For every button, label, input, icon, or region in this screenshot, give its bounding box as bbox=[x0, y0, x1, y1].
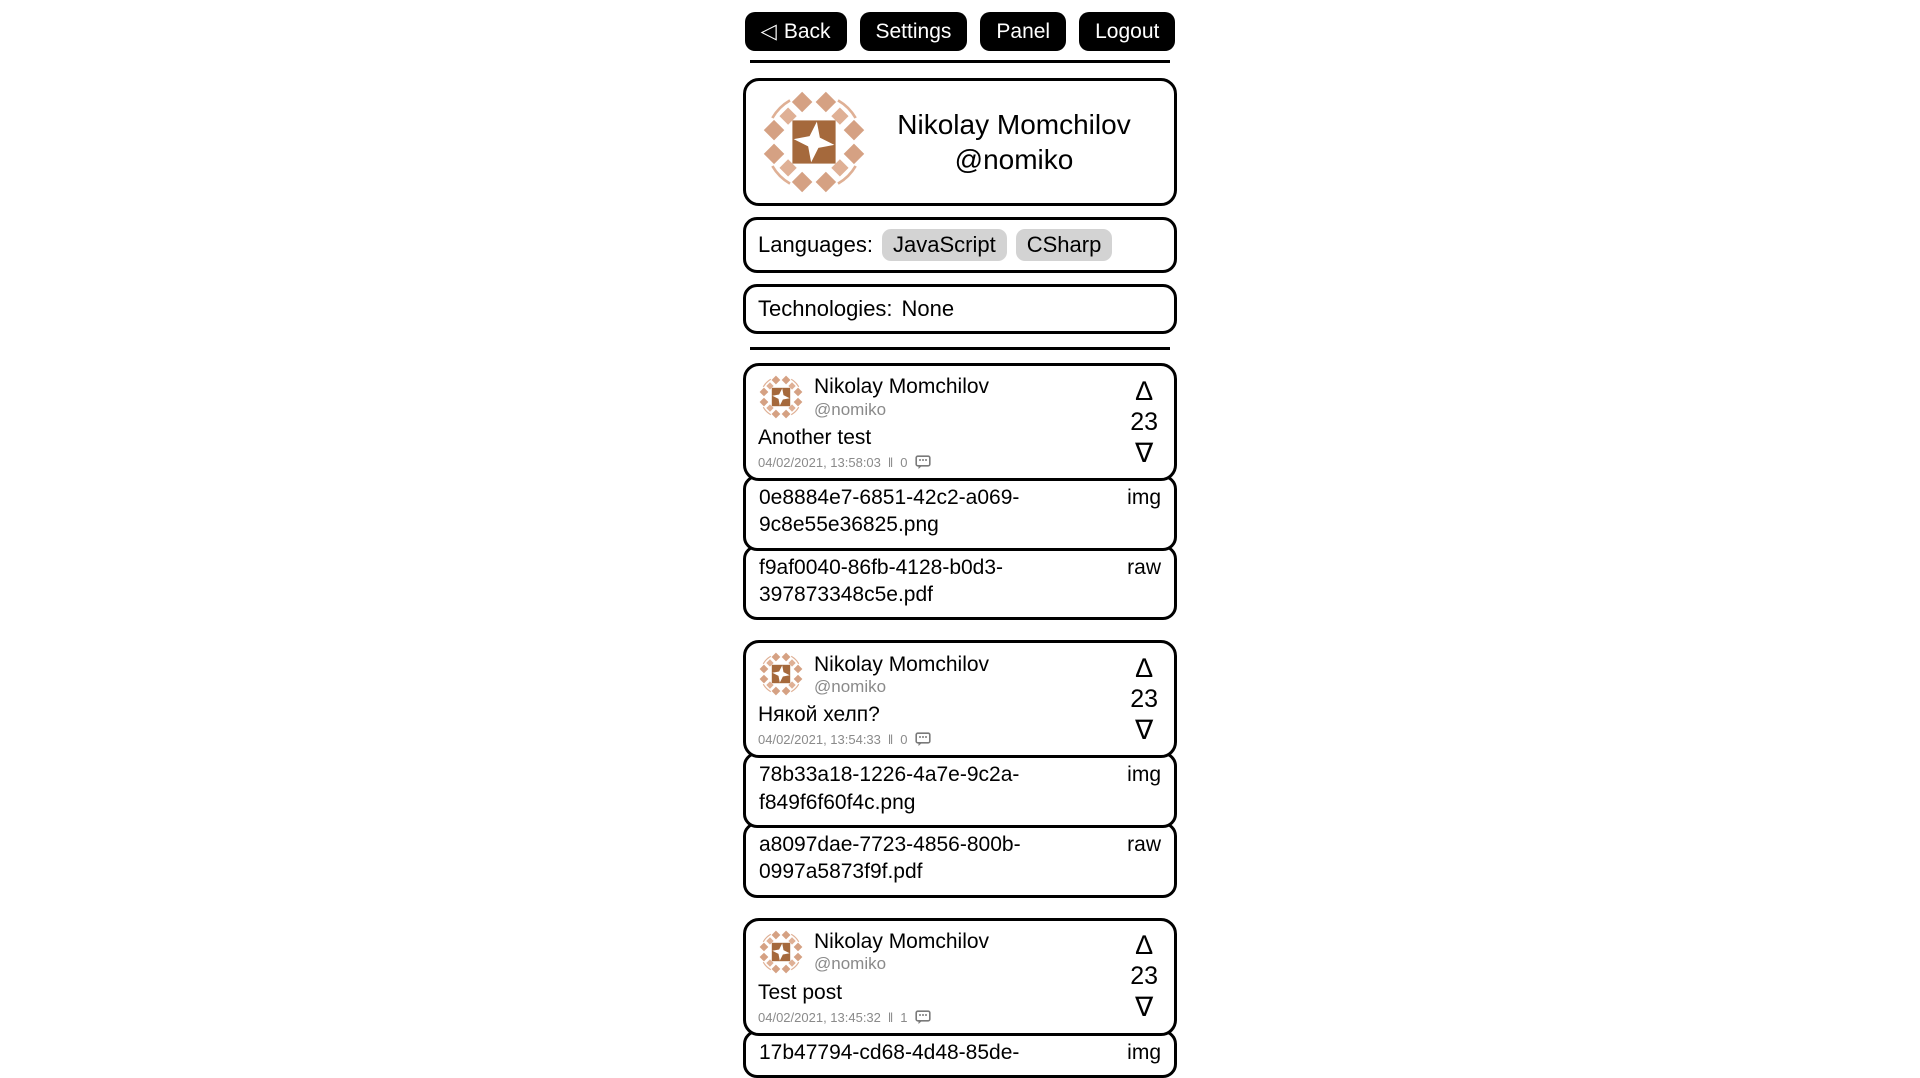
language-tag: CSharp bbox=[1016, 229, 1113, 261]
post-author: Nikolay Momchilov bbox=[814, 375, 990, 399]
attachment-kind: raw bbox=[1127, 555, 1161, 579]
attachment-row[interactable] bbox=[743, 1030, 1177, 1078]
logout-button[interactable]: Logout bbox=[1079, 12, 1175, 51]
post-card[interactable] bbox=[743, 640, 1177, 758]
post-group bbox=[743, 640, 1177, 897]
upvote-button[interactable]: ∆ bbox=[1135, 652, 1153, 683]
post-handle: @nomiko bbox=[814, 676, 887, 696]
post-header bbox=[758, 374, 1104, 420]
comment-icon bbox=[915, 1010, 931, 1025]
post-meta bbox=[758, 455, 1104, 470]
back-button[interactable] bbox=[745, 12, 847, 51]
attachment-filename: 17b47794-cd68-4d48-85de- bbox=[759, 1040, 1020, 1064]
post-meta bbox=[758, 732, 1104, 747]
languages-label: Languages: bbox=[758, 232, 873, 258]
comment-count: 0 bbox=[900, 455, 908, 471]
post-card[interactable] bbox=[743, 918, 1177, 1036]
profile-avatar bbox=[760, 88, 868, 196]
divider-top bbox=[750, 60, 1170, 63]
meta-separator: ‖ bbox=[887, 1009, 894, 1025]
post-title: Test post bbox=[758, 980, 843, 1004]
post-avatar bbox=[758, 651, 804, 697]
post-handle: @nomiko bbox=[814, 399, 887, 419]
downvote-button[interactable]: ∇ bbox=[1135, 714, 1154, 745]
panel-button[interactable]: Panel bbox=[980, 12, 1066, 51]
meta-separator: ‖ bbox=[887, 732, 894, 748]
post-header bbox=[758, 651, 1104, 697]
attachment-filename: f9af0040-86fb-4128-b0d3-397873348c5e.pdf bbox=[759, 555, 1004, 607]
attachment-kind: img bbox=[1127, 763, 1161, 787]
attachment-filename: a8097dae-7723-4856-800b-0997a5873f9f.pdf bbox=[759, 832, 1021, 884]
meta-separator: ‖ bbox=[887, 455, 894, 471]
settings-button[interactable]: Settings bbox=[860, 12, 968, 51]
post-author: Nikolay Momchilov bbox=[814, 652, 990, 676]
vote-count: 23 bbox=[1130, 684, 1158, 713]
vote-count: 23 bbox=[1130, 407, 1158, 436]
attachment-kind: img bbox=[1127, 1040, 1161, 1064]
post-title: Някой хелп? bbox=[758, 703, 880, 727]
attachment-filename: 0e8884e7-6851-42c2-a069-9c8e55e36825.png bbox=[759, 486, 1020, 537]
post-card[interactable] bbox=[743, 363, 1177, 481]
post-avatar bbox=[758, 929, 804, 975]
post-meta bbox=[758, 1010, 1104, 1025]
technologies-card bbox=[743, 284, 1177, 334]
top-nav bbox=[0, 0, 1920, 51]
downvote-button[interactable]: ∇ bbox=[1135, 992, 1154, 1023]
post-author: Nikolay Momchilov bbox=[814, 929, 990, 953]
downvote-button[interactable]: ∇ bbox=[1135, 437, 1154, 468]
attachment-row[interactable] bbox=[743, 752, 1177, 828]
post-timestamp: 04/02/2021, 13:54:33 bbox=[758, 732, 881, 748]
attachment-kind: raw bbox=[1127, 832, 1161, 856]
back-icon: ◁ bbox=[760, 20, 777, 43]
post-avatar bbox=[758, 374, 804, 420]
attachment-kind: img bbox=[1127, 486, 1161, 510]
comment-count: 0 bbox=[900, 732, 908, 748]
divider-posts bbox=[750, 347, 1170, 350]
comment-icon bbox=[915, 455, 931, 470]
attachment-filename: 78b33a18-1226-4a7e-9c2a-f849f6f60f4c.png bbox=[759, 763, 1020, 814]
post-timestamp: 04/02/2021, 13:45:32 bbox=[758, 1009, 881, 1025]
post-title: Another test bbox=[758, 426, 872, 450]
vote-column bbox=[1130, 921, 1158, 1033]
post-header bbox=[758, 929, 1104, 975]
comment-icon bbox=[915, 732, 931, 747]
content-column bbox=[743, 78, 1177, 1078]
comment-count: 1 bbox=[900, 1009, 908, 1025]
upvote-button[interactable]: ∆ bbox=[1135, 930, 1153, 961]
attachment-row[interactable] bbox=[743, 822, 1177, 898]
post-group bbox=[743, 918, 1177, 1078]
technologies-label: Technologies: bbox=[758, 296, 893, 322]
back-label: Back bbox=[783, 20, 831, 43]
vote-column bbox=[1130, 366, 1158, 478]
upvote-button[interactable]: ∆ bbox=[1135, 375, 1153, 406]
attachment-row[interactable] bbox=[743, 475, 1177, 551]
technologies-value: None bbox=[901, 296, 955, 322]
profile-handle: @nomiko bbox=[954, 144, 1074, 176]
attachment-row[interactable] bbox=[743, 545, 1177, 621]
vote-column bbox=[1130, 643, 1158, 755]
profile-name: Nikolay Momchilov bbox=[897, 109, 1131, 141]
post-timestamp: 04/02/2021, 13:58:03 bbox=[758, 455, 881, 471]
vote-count: 23 bbox=[1130, 962, 1158, 991]
post-group bbox=[743, 363, 1177, 620]
posts-list bbox=[743, 363, 1177, 1078]
languages-card bbox=[743, 217, 1177, 273]
post-handle: @nomiko bbox=[814, 953, 887, 973]
language-tag: JavaScript bbox=[882, 229, 1007, 261]
profile-names bbox=[868, 107, 1160, 177]
profile-card bbox=[743, 78, 1177, 206]
